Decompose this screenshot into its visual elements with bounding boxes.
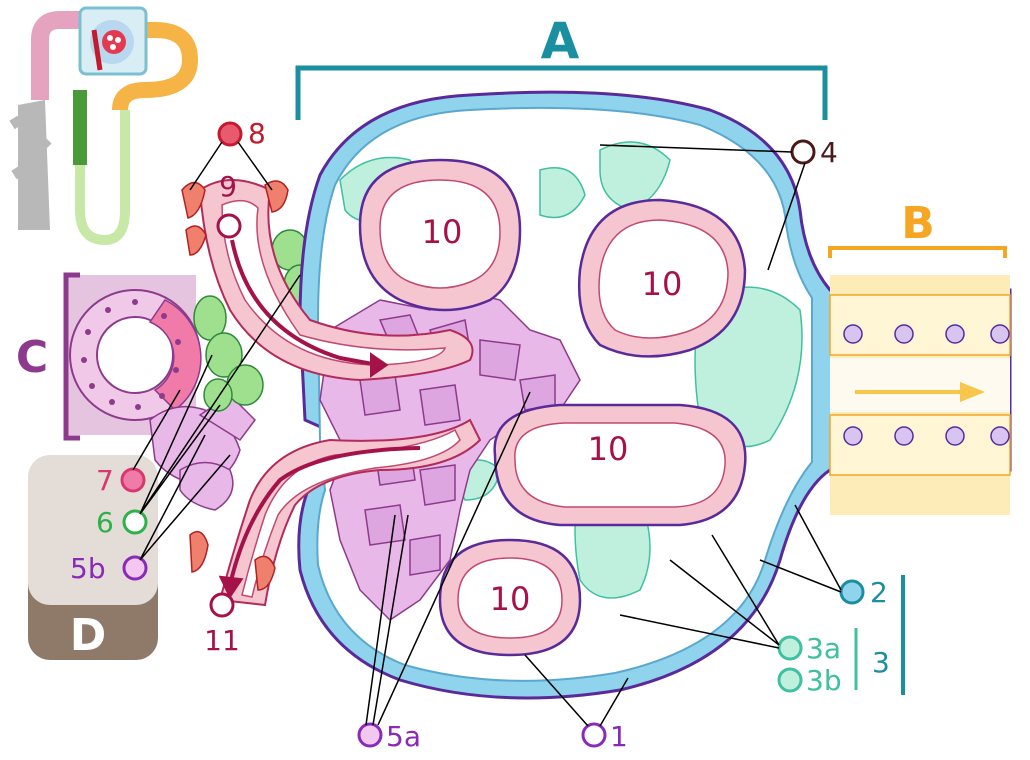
nephron-thumbnail: [12, 8, 190, 240]
capillary-label-1: 10: [421, 213, 463, 251]
callout-11-label: 11: [204, 624, 240, 657]
callout-8-label: 8: [248, 117, 266, 150]
proximal-tubule: [830, 198, 1010, 515]
callout-7-marker: [122, 469, 144, 491]
callout-3b-label: 3b: [806, 664, 842, 697]
callout-9-label: 9: [219, 170, 237, 203]
callout-3a-marker: [779, 637, 801, 659]
capillary-label-4: 10: [489, 580, 531, 618]
callout-3a-label: 3a: [806, 632, 841, 665]
callout-2-marker: [841, 581, 863, 603]
label-D: D: [69, 610, 107, 661]
callout-5b-marker: [124, 557, 146, 579]
callout-1-marker: [583, 724, 605, 746]
callout-3b-marker: [779, 669, 801, 691]
callout-3-label: 3: [872, 646, 890, 679]
callout-5a-label: 5a: [386, 720, 421, 753]
callout-1-label: 1: [610, 720, 628, 753]
callout-11-marker: [211, 594, 233, 616]
callout-4-marker: [792, 141, 814, 163]
callout-6-label: 6: [96, 506, 114, 539]
callout-9-marker: [218, 215, 240, 237]
extraglomerular-mesangium: [150, 395, 255, 510]
capillary-label-3: 10: [587, 430, 629, 468]
callout-6-marker: [124, 511, 146, 533]
macula-densa-tubule: [70, 290, 201, 420]
callout-2-label: 2: [870, 576, 888, 609]
label-B: B: [901, 198, 935, 249]
callout-5a-marker: [359, 724, 381, 746]
callout-4-label: 4: [820, 136, 838, 169]
label-A: A: [540, 12, 580, 70]
label-C: C: [15, 332, 49, 383]
capillary-label-2: 10: [641, 265, 683, 303]
callout-5b-label: 5b: [70, 552, 106, 585]
callout-8-marker: [219, 123, 241, 145]
callout-7-label: 7: [96, 464, 114, 497]
